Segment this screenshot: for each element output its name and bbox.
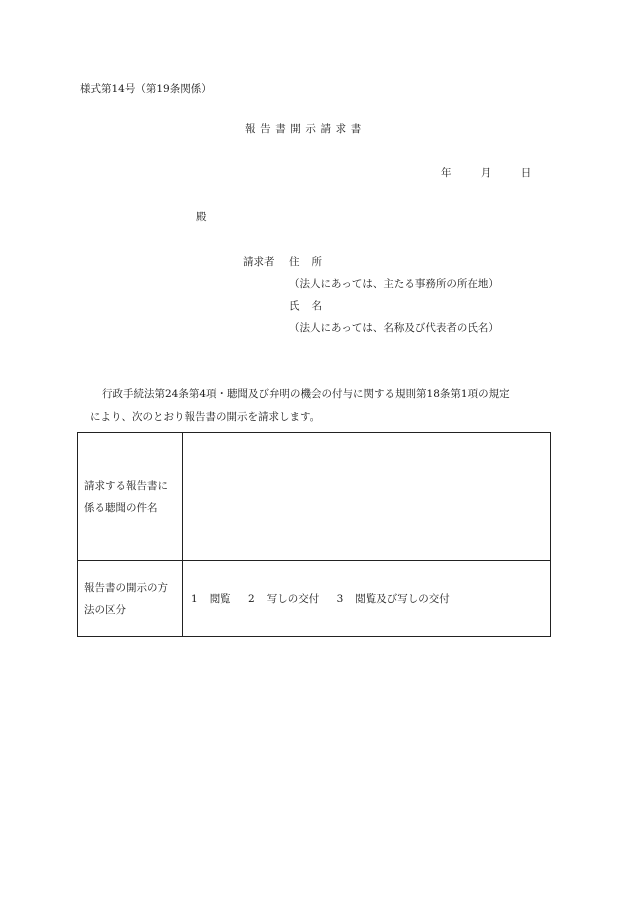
address-note: （法人にあっては、主たる事務所の所在地） (289, 278, 499, 290)
method-option-3[interactable] (337, 588, 450, 610)
table-row (78, 561, 551, 637)
form-number: 様式第14号（第19条関係） (80, 83, 212, 95)
hearing-subject-label-line-1: 請求する報告書に (84, 479, 168, 492)
disclosure-method-label-cell (78, 561, 183, 637)
disclosure-method-options (183, 561, 551, 637)
method-option-text: 閲覧及び写しの交付 (355, 592, 450, 605)
method-option-number: 3 (336, 592, 344, 605)
method-option-text: 閲覧 (209, 592, 231, 605)
method-option-number: 2 (248, 592, 255, 605)
disclosure-method-label-line-1: 報告書の開示の方 (84, 581, 168, 594)
body-text-line-2: により、次のとおり報告書の開示を請求します。 (90, 411, 321, 423)
date-day-label: 日 (520, 167, 532, 179)
date-month-label: 月 (480, 167, 492, 179)
requester-label: 請求者 (243, 256, 275, 268)
hearing-subject-label-cell (78, 433, 183, 561)
table-row (78, 433, 551, 561)
method-option-2[interactable] (248, 588, 319, 610)
date-line (441, 168, 531, 179)
disclosure-method-label-line-2: 法の区分 (84, 603, 126, 616)
body-text-line-1: 行政手続法第24条第4項・聴聞及び弁明の機会の付与に関する規則第18条第1項の規定 (102, 388, 510, 400)
address-label: 住所 (289, 256, 334, 268)
date-year-label: 年 (441, 167, 452, 179)
name-label: 氏名 (289, 300, 334, 312)
document-title: 報告書開示請求書 (245, 123, 366, 135)
method-option-text: 写しの交付 (266, 592, 320, 605)
request-table (77, 432, 551, 637)
method-option-number: 1 (191, 592, 198, 605)
hearing-subject-label-line-2: 係る聴聞の件名 (84, 501, 158, 514)
name-note: （法人にあっては、名称及び代表者の氏名） (289, 322, 499, 334)
method-option-1[interactable] (191, 588, 231, 610)
addressee-suffix: 殿 (196, 211, 207, 223)
hearing-subject-field[interactable] (183, 433, 551, 561)
